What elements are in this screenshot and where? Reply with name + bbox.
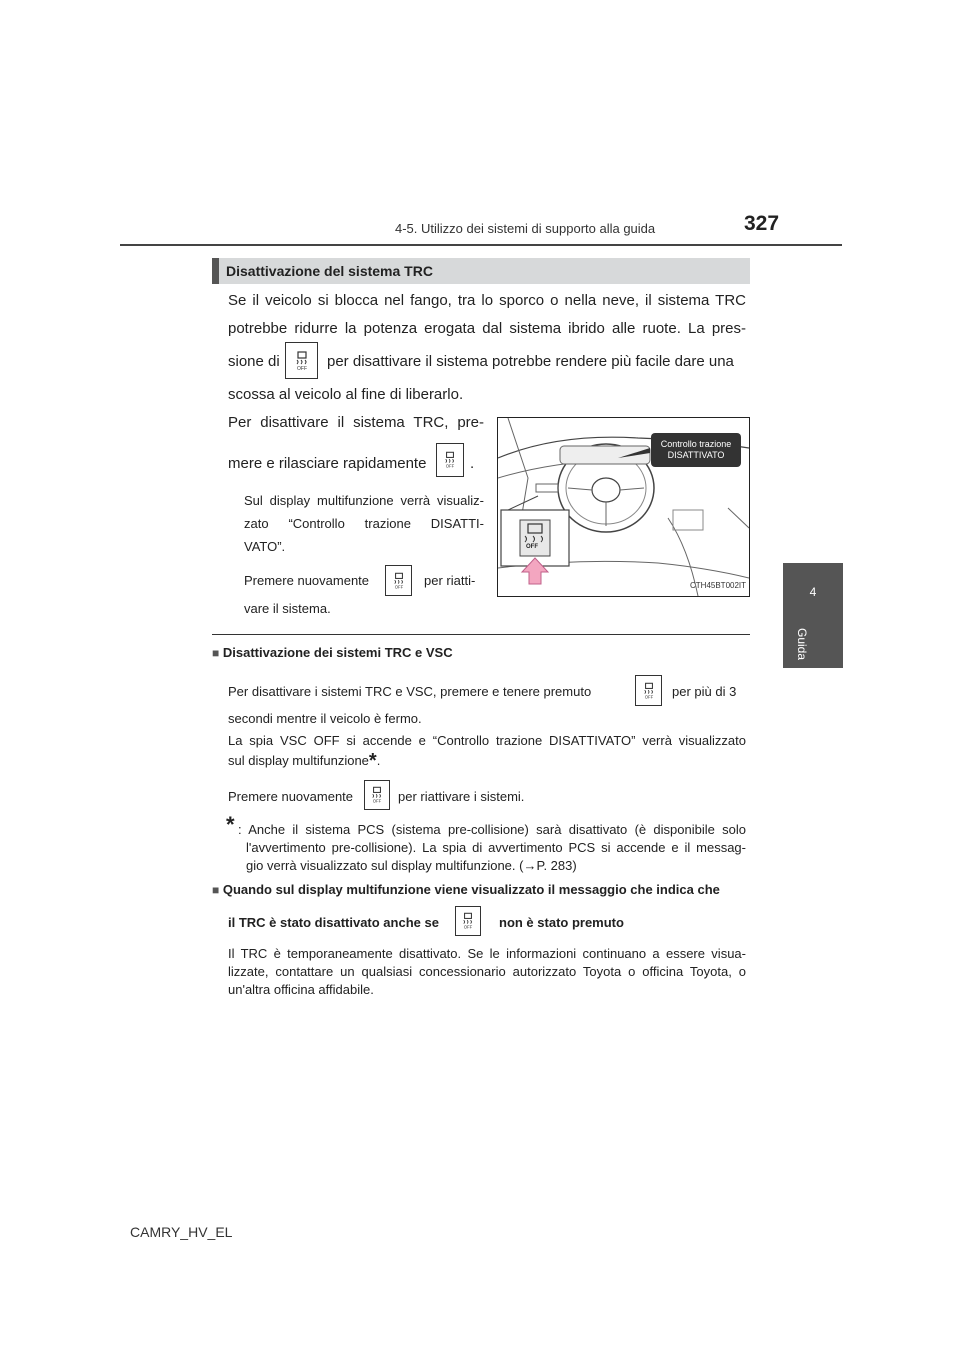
step-line-2b: . bbox=[470, 455, 475, 472]
trc-off-button-icon bbox=[285, 342, 318, 379]
block2-title-2a: il TRC è stato disattivato anche se bbox=[228, 915, 439, 930]
square-bullet-icon: ■ bbox=[212, 883, 220, 897]
trc-off-button-icon bbox=[364, 780, 390, 810]
footnote-marker: * bbox=[368, 750, 377, 772]
trc-off-button-icon bbox=[436, 443, 464, 477]
figure-code: CTH45BT002IT bbox=[690, 581, 747, 590]
step-note-4b: per riatti- bbox=[424, 573, 476, 588]
block2-p3: un'altra officina affidabile. bbox=[228, 982, 374, 997]
intro-line-3b: per disattivare il sistema potrebbe rendere più facile dare una bbox=[327, 353, 734, 370]
block1-p1c: secondi mentre il veicolo è fermo. bbox=[228, 711, 422, 726]
chapter-tab-label: Guida bbox=[795, 628, 809, 661]
svg-text:OFF: OFF bbox=[372, 798, 382, 804]
footnote-line-3: gio verrà visualizzato sul display multifunzione. (→P. 283) bbox=[246, 858, 577, 873]
block2-p1: Il TRC è temporaneamente disattivato. Se le informazioni continuano a essere visua- bbox=[228, 946, 746, 961]
intro-line-3a: sione di bbox=[228, 353, 280, 370]
trc-off-button-icon bbox=[635, 675, 662, 706]
step-note-2: zato “Controllo trazione DISATTI- bbox=[244, 516, 484, 531]
callout-line-2: DISATTIVATO bbox=[667, 450, 725, 460]
block2-title-line-1 bbox=[212, 882, 752, 897]
footnote-marker: * bbox=[226, 812, 235, 837]
block1-p2a: La spia VSC OFF si accende e “Controllo trazione DISATTIVATO” verrà visualizzato bbox=[228, 733, 746, 748]
header-divider bbox=[120, 244, 842, 246]
chapter-tab-band bbox=[783, 621, 843, 668]
block1-p2b-line bbox=[228, 750, 380, 773]
footnote-line-1: : Anche il sistema PCS (sistema pre-collisione) sarà disattivato (è disponibile solo bbox=[238, 822, 746, 837]
step-line-1: Per disattivare il sistema TRC, pre- bbox=[228, 414, 484, 431]
section-divider bbox=[212, 634, 750, 635]
page-number: 327 bbox=[744, 212, 780, 235]
callout-display-message bbox=[651, 433, 741, 467]
svg-text:OFF: OFF bbox=[644, 694, 653, 700]
step-note-3: VATO”. bbox=[244, 539, 286, 554]
step-note-4a: Premere nuovamente bbox=[244, 573, 370, 588]
block1-p2b: sul display multifunzione bbox=[228, 753, 369, 768]
trc-off-button-icon bbox=[385, 565, 412, 596]
footer-model-code: CAMRY_HV_EL bbox=[130, 1224, 233, 1240]
block1-title bbox=[212, 645, 453, 660]
intro-line-2: potrebbe ridurre la potenza erogata dal sistema ibrido alle ruote. La pres- bbox=[228, 320, 746, 337]
step-note-5: vare il sistema. bbox=[244, 601, 331, 616]
block1-p1a: Per disattivare i sistemi TRC e VSC, premere e tenere premuto bbox=[228, 684, 592, 699]
block1-p3a: Premere nuovamente bbox=[228, 789, 354, 804]
block2-title-2b: non è stato premuto bbox=[499, 915, 624, 930]
callout-line-1: Controllo trazione bbox=[660, 439, 732, 449]
step-note-1: Sul display multifunzione verrà visualiz- bbox=[244, 493, 484, 508]
figure-off-label: OFF bbox=[526, 544, 538, 550]
footnote-line-2: l'avvertimento pre-collisione). La spia di avvertimento PCS si accende e il messag- bbox=[246, 840, 746, 855]
svg-text:OFF: OFF bbox=[296, 365, 307, 372]
svg-text:OFF: OFF bbox=[445, 463, 455, 469]
trc-off-button-icon bbox=[455, 906, 481, 936]
intro-line-4: scossa al veicolo al fine di liberarlo. bbox=[228, 386, 464, 403]
dashboard-illustration bbox=[497, 417, 750, 597]
chapter-tab-number: 4 bbox=[783, 563, 843, 621]
header-section-title: 4-5. Utilizzo dei sistemi di supporto alla guida bbox=[395, 221, 656, 236]
square-bullet-icon: ■ bbox=[212, 646, 220, 660]
svg-text:OFF: OFF bbox=[463, 924, 473, 930]
block1-p2-end: . bbox=[376, 753, 381, 768]
block2-title-text: Quando sul display multifunzione viene visualizzato il messaggio che indica che bbox=[222, 882, 720, 897]
block1-p1b: per più di 3 bbox=[672, 684, 737, 699]
intro-line-1: Se il veicolo si blocca nel fango, tra lo sporco o nella neve, il sistema TRC bbox=[228, 292, 746, 309]
step-line-2a: mere e rilasciare rapidamente bbox=[228, 455, 427, 472]
block2-p2: lizzate, contattare un qualsiasi concessionario autorizzato Toyota o officina Toyota, o bbox=[228, 964, 746, 979]
block1-title-text: Disattivazione dei sistemi TRC e VSC bbox=[222, 645, 453, 660]
section-heading: Disattivazione del sistema TRC bbox=[212, 258, 750, 284]
svg-text:OFF: OFF bbox=[394, 584, 403, 590]
block1-p3b: per riattivare i sistemi. bbox=[398, 789, 525, 804]
